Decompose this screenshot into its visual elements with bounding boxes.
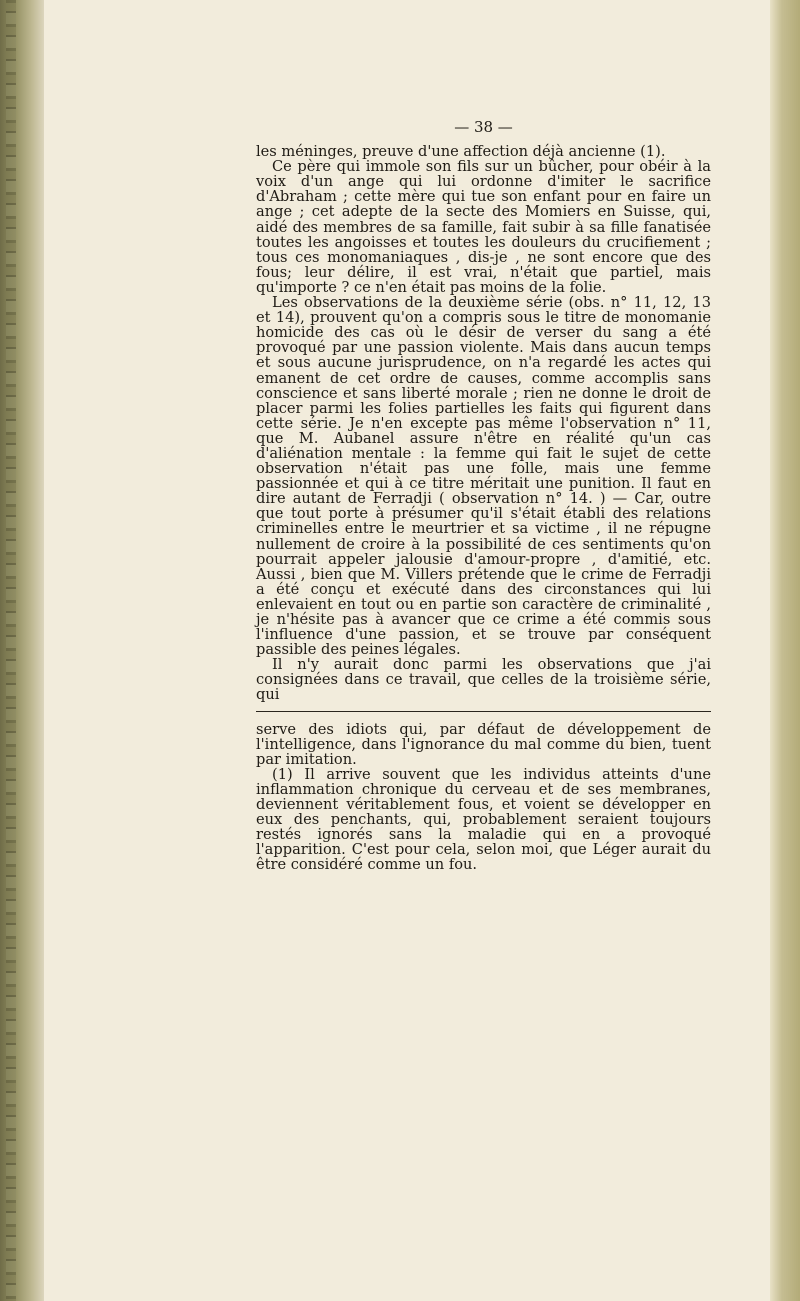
footnote-separator <box>256 711 711 712</box>
scan-right-edge <box>770 0 800 1301</box>
scan-left-edge <box>0 0 44 1301</box>
paragraph: Il n'y aurait donc parmi les observations que j'ai consignées dans ce travail, que celles de la troisième série, qui <box>256 656 711 704</box>
footnote: (1) Il arrive souvent que les individus atteints d'une inflammation chronique du cerveau et de ses membranes, deviennent véritablement fous, et voient se développer en eux des penchants, qui, probablement seraient toujours restés ignorés sans la maladie qui en a provoqué l'apparition. C'est pour cela, selon moi, que Léger aurait du être considéré comme un fou. <box>256 765 711 874</box>
paragraph: Les observations de la deuxième série (obs. n° 11, 12, 13 et 14), prouvent qu'on a compris sous le titre de monomanie homicide des cas où le désir de verser du sang a été provoqué par une passion violente. Mais dans aucun temps et sous aucune jurisprudence, on n'a regardé les actes qui emanent de cet ordre de causes, comme accomplis sans conscience et sans liberté morale ; rien ne donne le droit de placer parmi les folies partielles les faits qui figurent dans cette série. Je n'en excepte pas même l'observation n° 11, que M. Aubanel assure n'être en réalité qu'un cas d'aliénation mentale : la femme qui fait le sujet de cette observation n'était pas une folle, mais une femme passionnée et qui à ce titre méritait une punition. Il faut en dire autant de Ferradji ( observation n° 14. ) — Car, outre que tout porte à présumer qu'il s'était établi des relations criminelles entre le meurtrier et sa victime , il ne répugne nullement de croire à la possibilité de ces sentiments qu'on pourrait appeler jalousie d'amour-propre , d'amitié, etc. Aussi , bien que M. Villers prétende que le crime de Ferradji a été conçu et exécuté dans des circonstances qui lui enlevaient en tout ou en partie son caractère de criminalité , je n'hésite pas à avancer que ce crime a été commis sous l'influence d'une passion, et se trouve par conséquent passible des peines légales. <box>256 294 711 659</box>
footnote-continuation: serve des idiots qui, par défaut de développement de l'intelligence, dans l'ignorance du mal comme du bien, tuent par imitation. <box>256 720 711 768</box>
paragraph: les méninges, preuve d'une affection déjà ancienne (1). <box>256 143 666 161</box>
paragraph: Ce père qui immole son fils sur un bûcher, pour obéir à la voix d'un ange qui lui ordonne d'imiter le sacrifice d'Abraham ; cette mère qui tue son enfant pour en faire un ange ; cet adepte de la secte des Momiers en Suisse, qui, aidé des membres de sa famille, fait subir à sa fille fanatisée toutes les angoisses et toutes les douleurs du crucifiement ; tous ces monomaniaques , dis-je , ne sont encore que des fous; leur délire, il est vrai, n'était que partiel, mais qu'importe ? ce n'en était pas moins de la folie. <box>256 158 711 296</box>
page-number: — 38 — <box>454 118 513 136</box>
binding-shadow <box>6 0 16 1301</box>
page-text-block <box>256 120 711 873</box>
footnotes <box>256 722 711 873</box>
